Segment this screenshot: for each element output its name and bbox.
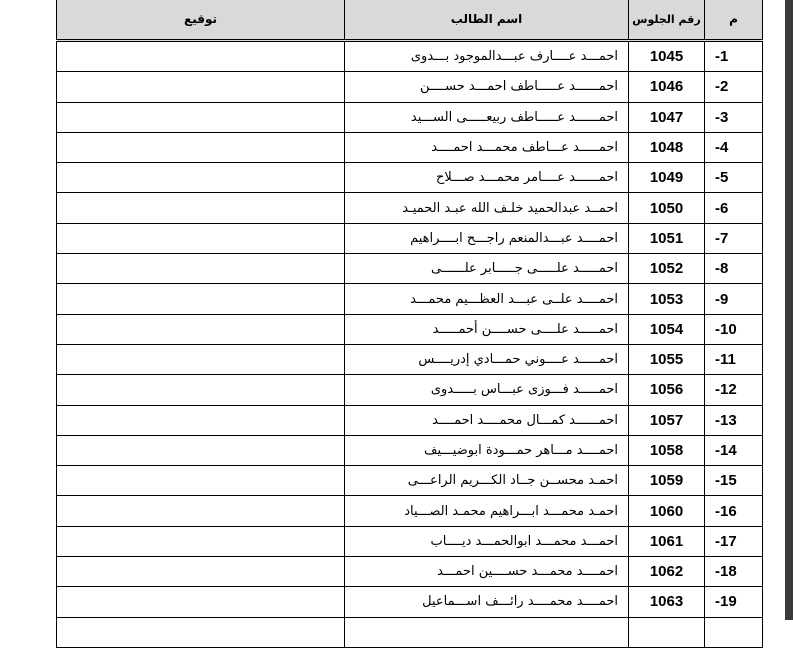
table-row [57, 435, 763, 465]
signature-cell [57, 223, 345, 253]
row-index: -8 [705, 254, 763, 284]
seat-number: 1046 [629, 72, 705, 102]
student-name: احمــــد عبـــدالمنعم راجـــح ابــــراهيم [345, 223, 629, 253]
table-row [57, 587, 763, 617]
student-name: احمــــد محمــــد رائـــف اســـماعيل [345, 587, 629, 617]
row-index: -9 [705, 284, 763, 314]
seat-number: 1063 [629, 587, 705, 617]
table-body [57, 41, 763, 648]
student-name: احمـــــد عــــوني حمـــادي إدريــــس [345, 344, 629, 374]
row-index: -16 [705, 496, 763, 526]
seat-number: 1062 [629, 557, 705, 587]
student-name: احمـــــد علـــــى جـــــابر علــــــى [345, 254, 629, 284]
row-index: -5 [705, 163, 763, 193]
header-row [57, 0, 763, 41]
empty-cell [345, 617, 629, 647]
header-student-name: اسم الطالب [345, 0, 629, 41]
row-index: -7 [705, 223, 763, 253]
seat-number: 1055 [629, 344, 705, 374]
seat-number: 1053 [629, 284, 705, 314]
signature-cell [57, 254, 345, 284]
signature-cell [57, 102, 345, 132]
seat-number: 1054 [629, 314, 705, 344]
table-row-partial [57, 617, 763, 647]
table-row [57, 102, 763, 132]
student-name: احمـد محســن جــاد الكـــريم الراعـــى [345, 466, 629, 496]
signature-cell [57, 163, 345, 193]
scan-edge [785, 0, 793, 620]
table-row [57, 254, 763, 284]
row-index: -12 [705, 375, 763, 405]
table-row [57, 284, 763, 314]
student-name: احمــــــد كمـــال محمــــد احمــــد [345, 405, 629, 435]
table-row [57, 375, 763, 405]
table-row [57, 466, 763, 496]
signature-cell [57, 314, 345, 344]
signature-cell [57, 466, 345, 496]
table-row [57, 526, 763, 556]
table-row [57, 496, 763, 526]
student-name: احمــــد مـــاهر حمـــودة ابوضيـــيف [345, 435, 629, 465]
student-name: احمـــد عــــارف عبـــدالموجود بـــدوى [345, 41, 629, 72]
student-roster-table [56, 0, 763, 648]
signature-cell [57, 587, 345, 617]
seat-number: 1058 [629, 435, 705, 465]
header-seat-number: رقم الجلوس [629, 0, 705, 41]
table-row [57, 193, 763, 223]
student-name: احمــــد علــى عبـــد العظـــيم محمـــد [345, 284, 629, 314]
student-name: احمـد محمـــد ابـــراهيم محمـد الصـــياد [345, 496, 629, 526]
signature-cell [57, 435, 345, 465]
seat-number: 1057 [629, 405, 705, 435]
seat-number: 1048 [629, 132, 705, 162]
student-name: احمــد عبدالحميد خلـف الله عبـد الحميـد [345, 193, 629, 223]
student-name: احمـــد محمـــد ابوالحمـــد ديــــاب [345, 526, 629, 556]
table-header [57, 0, 763, 41]
signature-cell [57, 405, 345, 435]
row-index: -19 [705, 587, 763, 617]
row-index: -6 [705, 193, 763, 223]
seat-number: 1060 [629, 496, 705, 526]
row-index: -15 [705, 466, 763, 496]
signature-cell [57, 284, 345, 314]
student-name: احمــــد محمـــد حســــين احمـــد [345, 557, 629, 587]
seat-number: 1051 [629, 223, 705, 253]
signature-cell [57, 557, 345, 587]
table-row [57, 314, 763, 344]
row-index: -18 [705, 557, 763, 587]
signature-cell [57, 132, 345, 162]
empty-cell [705, 617, 763, 647]
table-row [57, 405, 763, 435]
row-index: -1 [705, 41, 763, 72]
row-index: -4 [705, 132, 763, 162]
row-index: -11 [705, 344, 763, 374]
seat-number: 1059 [629, 466, 705, 496]
row-index: -17 [705, 526, 763, 556]
row-index: -2 [705, 72, 763, 102]
seat-number: 1056 [629, 375, 705, 405]
empty-cell [57, 617, 345, 647]
signature-cell [57, 41, 345, 72]
row-index: -13 [705, 405, 763, 435]
table-row [57, 163, 763, 193]
row-index: -10 [705, 314, 763, 344]
seat-number: 1049 [629, 163, 705, 193]
table-row [57, 41, 763, 72]
student-name: احمــــــد عـــــاطف احمـــد حســــن [345, 72, 629, 102]
signature-cell [57, 496, 345, 526]
student-name: احمــــــد عــــامر محمـــد صـــلاح [345, 163, 629, 193]
student-name: احمـــــد فـــوزى عبـــاس بـــــدوى [345, 375, 629, 405]
seat-number: 1061 [629, 526, 705, 556]
header-index: م [705, 0, 763, 41]
table-row [57, 223, 763, 253]
table-row [57, 132, 763, 162]
signature-cell [57, 72, 345, 102]
header-signature: توقيع [57, 0, 345, 41]
signature-cell [57, 375, 345, 405]
table-row [57, 72, 763, 102]
student-name: احمــــــد عـــــاطف ربيعـــــى الســـيد [345, 102, 629, 132]
seat-number: 1047 [629, 102, 705, 132]
student-name: احمـــــد عـــاطف محمـــد احمــــد [345, 132, 629, 162]
seat-number: 1052 [629, 254, 705, 284]
seat-number: 1050 [629, 193, 705, 223]
student-name: احمـــــد علــــى حســــن أحمـــــد [345, 314, 629, 344]
row-index: -3 [705, 102, 763, 132]
table-row [57, 344, 763, 374]
signature-cell [57, 526, 345, 556]
signature-cell [57, 193, 345, 223]
seat-number: 1045 [629, 41, 705, 72]
row-index: -14 [705, 435, 763, 465]
empty-cell [629, 617, 705, 647]
signature-cell [57, 344, 345, 374]
table-row [57, 557, 763, 587]
